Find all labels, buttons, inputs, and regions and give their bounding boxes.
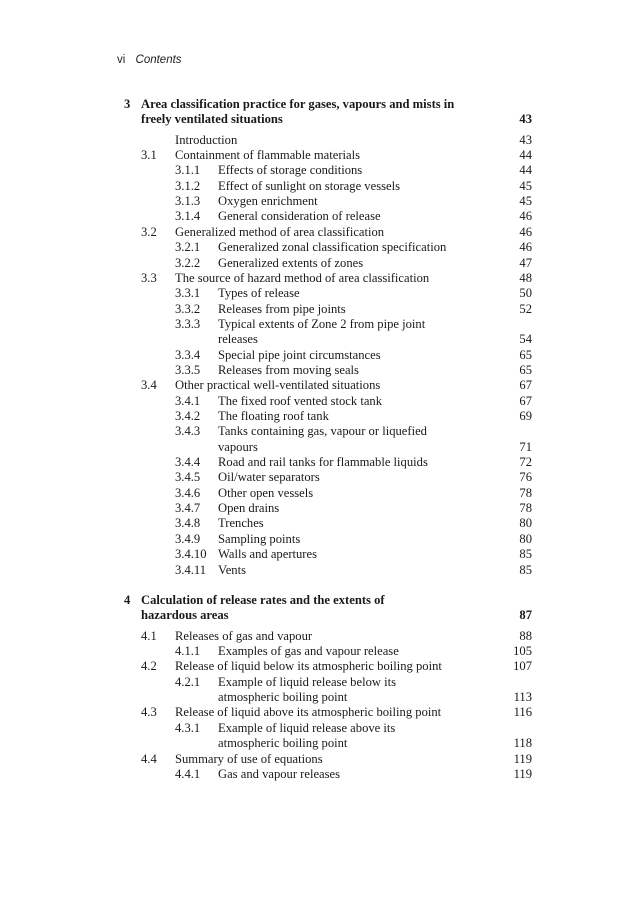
section-title: The source of hazard method of area classification bbox=[175, 270, 430, 285]
section-number: 3.1 bbox=[141, 148, 157, 163]
section-title: Other practical well-ventilated situations bbox=[175, 378, 381, 393]
section-title: Release of liquid above its atmospheric boiling point bbox=[175, 705, 442, 720]
entry-page-number: 85 bbox=[519, 547, 532, 562]
entry-page-number: 72 bbox=[519, 455, 532, 470]
subsection-title: Examples of gas and vapour release bbox=[218, 644, 399, 659]
entry-page-number: 80 bbox=[519, 531, 532, 546]
subsection-title: Open drains bbox=[218, 501, 280, 516]
subsection-number: 3.4.7 bbox=[175, 501, 201, 516]
entry-page-number: 67 bbox=[519, 378, 532, 393]
subsection-number: 4.2.1 bbox=[175, 674, 201, 689]
subsection-title: The fixed roof vented stock tank bbox=[218, 393, 383, 408]
subsection-number: 3.4.8 bbox=[175, 516, 201, 531]
subsection-number: 3.4.3 bbox=[175, 424, 201, 439]
entry-page-number: 69 bbox=[519, 409, 532, 423]
chapter-title: hazardous areas bbox=[141, 608, 229, 623]
section-number: 4.4 bbox=[141, 751, 157, 766]
subsection-number: 3.4.5 bbox=[175, 470, 201, 485]
subsection-title: Generalized zonal classification specification bbox=[218, 240, 447, 255]
chapter-page-number: 43 bbox=[519, 112, 532, 127]
entry-page-number: 71 bbox=[519, 439, 532, 454]
subsection-number: 3.3.2 bbox=[175, 301, 201, 316]
chapter-title: freely ventilated situations bbox=[141, 112, 283, 127]
subsection-number: 3.4.2 bbox=[175, 409, 201, 423]
entry-page-number: 118 bbox=[513, 736, 532, 751]
entry-page-number: 88 bbox=[519, 628, 532, 643]
chapter-title: Area classification practice for gases, vapours and mists in bbox=[141, 97, 455, 111]
subsection-title: vapours bbox=[218, 439, 258, 454]
subsection-number: 3.3.1 bbox=[175, 286, 201, 301]
header-page-number: vi bbox=[117, 54, 126, 66]
subsection-title: Sampling points bbox=[218, 531, 301, 546]
header-title: Contents bbox=[135, 54, 182, 66]
entry-page-number: 46 bbox=[519, 240, 532, 255]
entry-page-number: 119 bbox=[513, 751, 532, 766]
entry-page-number: 47 bbox=[519, 255, 532, 270]
entry-page-number: 45 bbox=[519, 178, 532, 193]
subsection-title: Example of liquid release below its bbox=[218, 674, 397, 689]
chapter-number: 3 bbox=[124, 97, 131, 111]
chapter-page-number: 87 bbox=[519, 608, 532, 623]
subsection-number: 3.4.11 bbox=[175, 562, 207, 577]
subsection-title: Vents bbox=[218, 562, 246, 577]
subsection-number: 4.1.1 bbox=[175, 644, 201, 659]
subsection-title: Tanks containing gas, vapour or liquefied bbox=[218, 424, 427, 439]
subsection-number: 3.4.9 bbox=[175, 531, 201, 546]
subsection-title: Walls and apertures bbox=[218, 547, 317, 562]
subsection-title: Generalized extents of zones bbox=[218, 255, 364, 270]
running-header bbox=[117, 54, 182, 66]
entry-page-number: 44 bbox=[519, 148, 532, 163]
subsection-number: 3.4.10 bbox=[175, 547, 207, 562]
entry-page-number: 80 bbox=[519, 516, 532, 531]
subsection-number: 4.3.1 bbox=[175, 720, 201, 735]
subsection-title: Oxygen enrichment bbox=[218, 194, 318, 209]
subsection-number: 3.1.3 bbox=[175, 194, 201, 209]
entry-page-number: 113 bbox=[513, 690, 532, 705]
subsection-number: 3.2.1 bbox=[175, 240, 201, 255]
entry-page-number: 45 bbox=[519, 194, 532, 209]
subsection-title: Trenches bbox=[218, 516, 264, 531]
entry-page-number: 46 bbox=[519, 209, 532, 224]
subsection-number: 3.1.4 bbox=[175, 209, 201, 224]
entry-page-number: 65 bbox=[519, 347, 532, 362]
subsection-title: Road and rail tanks for flammable liquids bbox=[218, 455, 428, 470]
entry-page-number: 52 bbox=[519, 301, 532, 316]
subsection-title: Oil/water separators bbox=[218, 470, 320, 485]
section-title: Summary of use of equations bbox=[175, 751, 323, 766]
subsection-number: 3.1.1 bbox=[175, 163, 201, 178]
section-title: Releases of gas and vapour bbox=[175, 628, 313, 643]
entry-page-number: 65 bbox=[519, 362, 532, 377]
section-number: 4.2 bbox=[141, 659, 157, 674]
entry-page-number: 116 bbox=[513, 705, 532, 720]
subsection-title: atmospheric boiling point bbox=[218, 690, 348, 705]
section-title: Containment of flammable materials bbox=[175, 148, 361, 163]
entry-page-number: 43 bbox=[519, 132, 532, 147]
chapter-number: 4 bbox=[124, 593, 131, 607]
section-number: 3.3 bbox=[141, 270, 157, 285]
entry-page-number: 78 bbox=[519, 485, 532, 500]
subsection-title: Releases from moving seals bbox=[218, 362, 359, 377]
section-number: 4.3 bbox=[141, 705, 157, 720]
subsection-number: 3.4.4 bbox=[175, 455, 201, 470]
entry-page-number: 54 bbox=[519, 332, 532, 347]
subsection-title: General consideration of release bbox=[218, 209, 381, 224]
entry-page-number: 78 bbox=[519, 501, 532, 516]
subsection-number: 3.4.6 bbox=[175, 485, 201, 500]
entry-page-number: 107 bbox=[513, 659, 532, 674]
subsection-number: 3.3.4 bbox=[175, 347, 201, 362]
subsection-title: Gas and vapour releases bbox=[218, 766, 341, 781]
section-number: 4.1 bbox=[141, 628, 157, 643]
subsection-title: Effect of sunlight on storage vessels bbox=[218, 178, 400, 193]
subsection-title: Types of release bbox=[218, 286, 300, 301]
subsection-title: Other open vessels bbox=[218, 485, 314, 500]
entry-page-number: 48 bbox=[519, 270, 532, 285]
section-number: 3.2 bbox=[141, 224, 157, 239]
subsection-number: 3.1.2 bbox=[175, 178, 201, 193]
section-title: Release of liquid below its atmospheric boiling point bbox=[175, 659, 442, 674]
entry-page-number: 76 bbox=[519, 470, 532, 485]
entry-page-number: 46 bbox=[519, 224, 532, 239]
subsection-title: Releases from pipe joints bbox=[218, 301, 346, 316]
chapter-title: Calculation of release rates and the extents of bbox=[141, 593, 385, 607]
entry-page-number: 50 bbox=[519, 286, 532, 301]
entry-page-number: 44 bbox=[519, 163, 532, 178]
subsection-title: releases bbox=[218, 332, 258, 347]
subsection-number: 3.4.1 bbox=[175, 393, 201, 408]
section-number: 3.4 bbox=[141, 378, 157, 393]
section-title: Introduction bbox=[175, 132, 238, 147]
subsection-title: atmospheric boiling point bbox=[218, 736, 348, 751]
entry-page-number: 105 bbox=[513, 644, 532, 659]
entry-page-number: 85 bbox=[519, 562, 532, 577]
subsection-number: 3.2.2 bbox=[175, 255, 201, 270]
subsection-number: 4.4.1 bbox=[175, 766, 201, 781]
subsection-title: The floating roof tank bbox=[218, 409, 329, 423]
subsection-title: Typical extents of Zone 2 from pipe joint bbox=[218, 316, 426, 331]
subsection-title: Effects of storage conditions bbox=[218, 163, 363, 178]
entry-page-number: 67 bbox=[519, 393, 532, 408]
section-title: Generalized method of area classification bbox=[175, 224, 385, 239]
subsection-title: Example of liquid release above its bbox=[218, 720, 396, 735]
subsection-title: Special pipe joint circumstances bbox=[218, 347, 381, 362]
subsection-number: 3.3.3 bbox=[175, 316, 201, 331]
subsection-number: 3.3.5 bbox=[175, 362, 201, 377]
entry-page-number: 119 bbox=[513, 766, 532, 781]
